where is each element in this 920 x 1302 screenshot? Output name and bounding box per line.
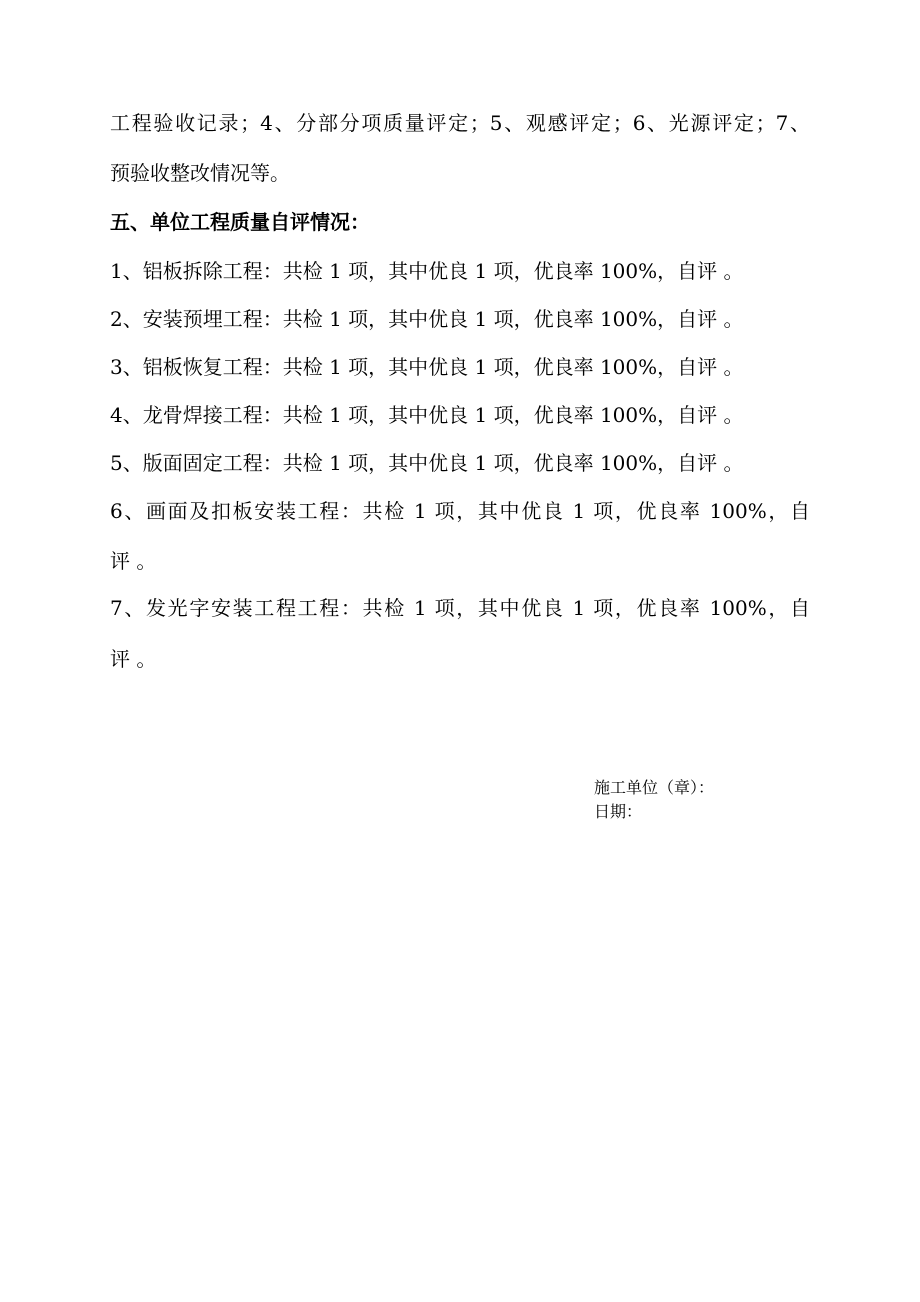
item-6-line-1: 6、画面及扣板安装工程：共检 1 项，其中优良 1 项，优良率 100%，自 <box>110 499 810 523</box>
item-6-line-2: 评 。 <box>110 549 157 573</box>
item-2: 2、安装预埋工程：共检 1 项，其中优良 1 项，优良率 100%，自评 。 <box>110 307 744 331</box>
item-1: 1、铝板拆除工程：共检 1 项，其中优良 1 项，优良率 100%，自评 。 <box>110 259 744 283</box>
item-4: 4、龙骨焊接工程：共检 1 项，其中优良 1 项，优良率 100%，自评 。 <box>110 403 744 427</box>
item-7-line-1: 7、发光字安装工程工程：共检 1 项，其中优良 1 项，优良率 100%，自 <box>110 596 810 620</box>
item-5: 5、版面固定工程：共检 1 项，其中优良 1 项，优良率 100%，自评 。 <box>110 451 744 475</box>
item-7-line-2: 评 。 <box>110 647 157 671</box>
date-label: 日期： <box>594 802 643 821</box>
item-3: 3、铝板恢复工程：共检 1 项，其中优良 1 项，优良率 100%，自评 。 <box>110 355 744 379</box>
intro-line-2: 预验收整改情况等。 <box>110 161 290 185</box>
intro-line-1: 工程验收记录；4、分部分项质量评定；5、观感评定；6、光源评定；7、 <box>110 111 810 135</box>
section-heading: 五、单位工程质量自评情况： <box>110 210 370 234</box>
construction-unit-label: 施工单位（章）： <box>594 778 715 797</box>
